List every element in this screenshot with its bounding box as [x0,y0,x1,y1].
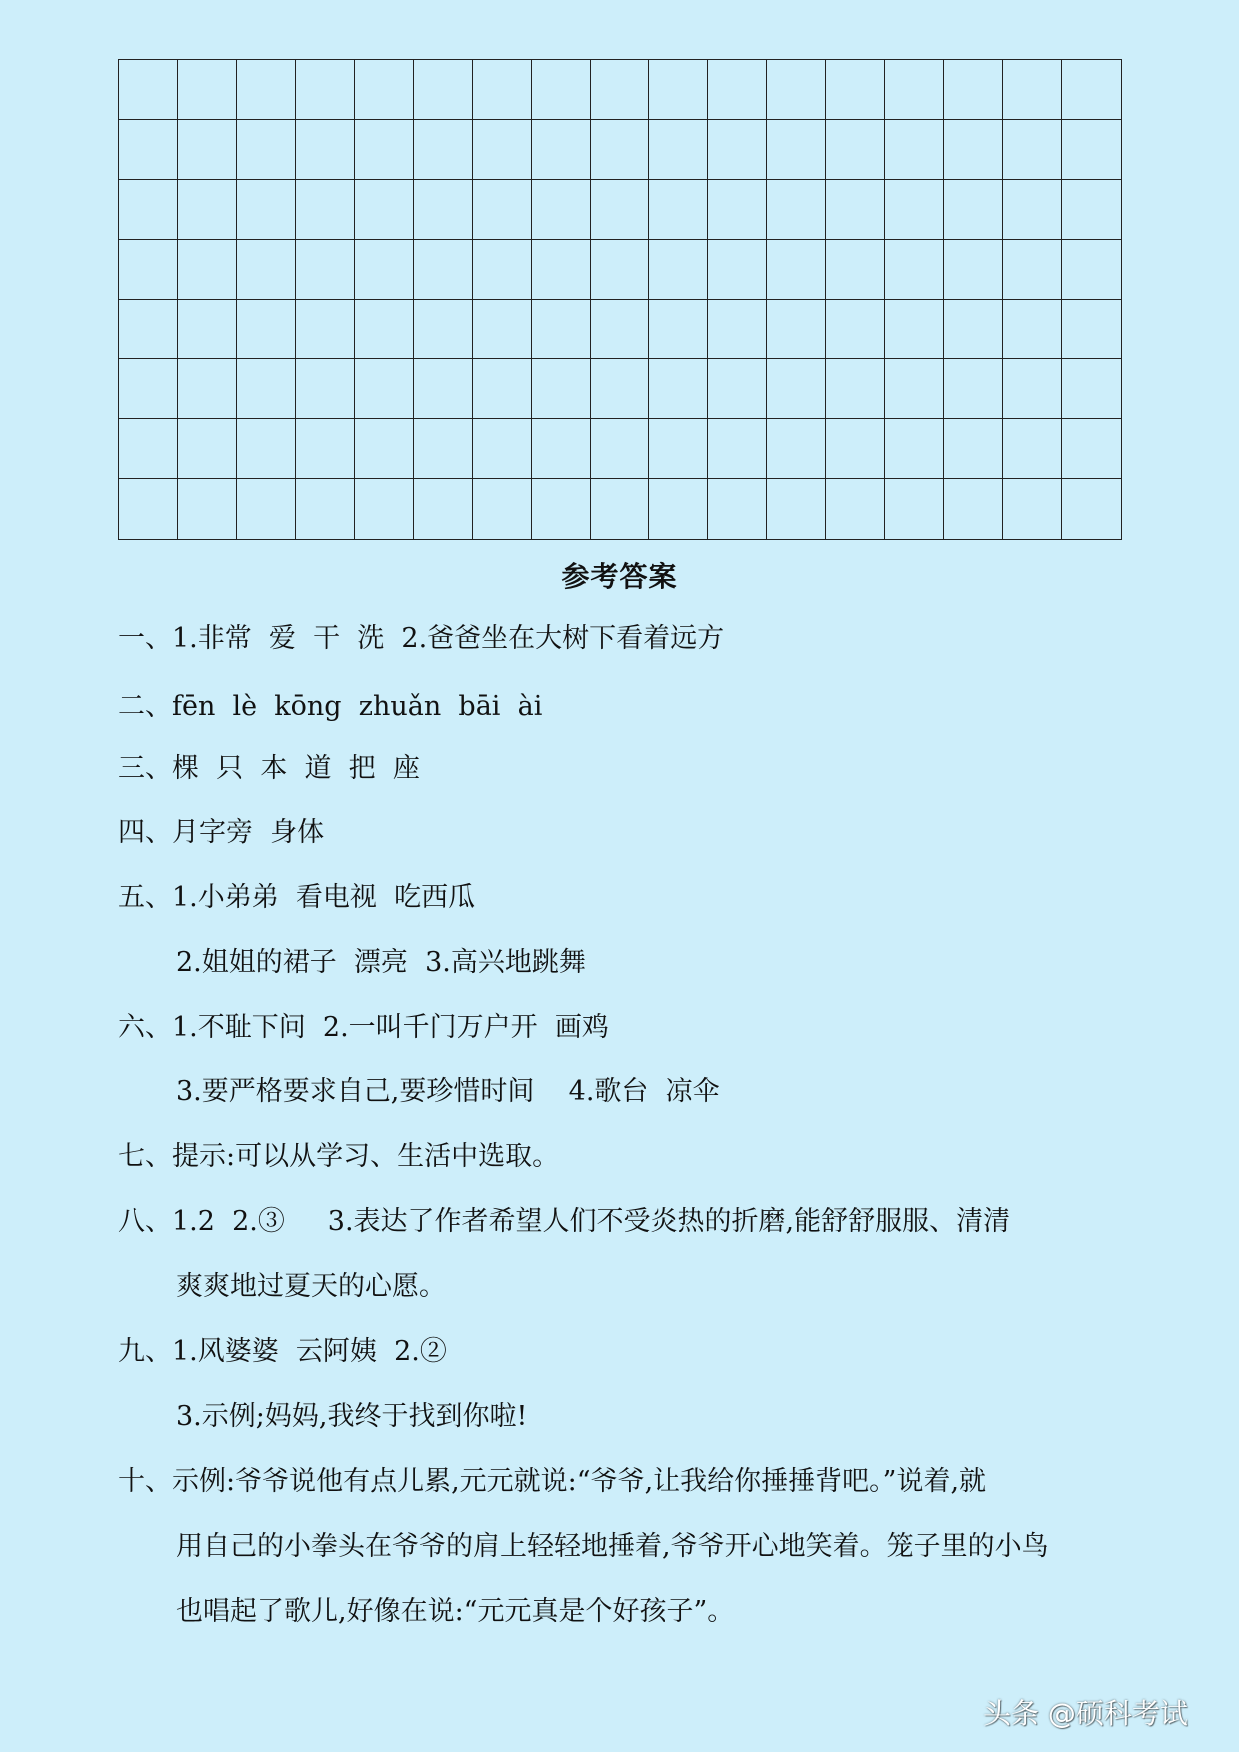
answer-line-3: 三、棵 只 本 道 把 座 [118,753,420,784]
answer-line-6: 2.姐姐的裙子 漂亮 3.高兴地跳舞 [176,947,586,978]
grid-cell [1062,479,1121,539]
grid-cell [1062,240,1121,300]
grid-cell [1003,300,1062,360]
grid-cell [355,60,414,120]
grid-cell [473,300,532,360]
grid-cell [178,180,237,240]
grid-cell [1062,359,1121,419]
grid-cell [767,300,826,360]
grid-cell [414,419,473,479]
answer-line-15: 用自己的小拳头在爷爷的肩上轻轻地捶着,爷爷开心地笑着。笼子里的小鸟 [176,1531,1049,1562]
grid-cell [591,240,650,300]
grid-cell [1003,419,1062,479]
grid-cell [178,240,237,300]
grid-cell [708,180,767,240]
answer-line-1: 一、1.非常 爱 干 洗 2.爸爸坐在大树下看着远方 [118,623,725,654]
grid-cell [237,120,296,180]
grid-cell [119,120,178,180]
grid-cell [355,359,414,419]
grid-cell [296,300,355,360]
grid-cell [237,359,296,419]
answer-line-9: 七、提示:可以从学习、生活中选取。 [118,1141,560,1172]
grid-cell [649,300,708,360]
grid-cell [237,240,296,300]
grid-cell [767,180,826,240]
grid-cell [649,120,708,180]
grid-cell [944,180,1003,240]
grid-cell [178,419,237,479]
grid-cell [119,300,178,360]
grid-cell [532,479,591,539]
grid-cell [355,180,414,240]
grid-cell [237,300,296,360]
grid-cell [532,359,591,419]
grid-cell [355,300,414,360]
grid-cell [708,359,767,419]
grid-cell [708,479,767,539]
watermark: 头条 @硕科考试 [983,1697,1188,1730]
grid-cell [944,419,1003,479]
grid-cell [885,120,944,180]
answer-line-8: 3.要严格要求自己,要珍惜时间 4.歌台 凉伞 [176,1076,720,1107]
answer-line-4: 四、月字旁 身体 [118,817,325,848]
grid-cell [355,419,414,479]
grid-cell [826,180,885,240]
grid-cell [119,240,178,300]
grid-cell [473,60,532,120]
grid-cell [355,120,414,180]
grid-cell [944,479,1003,539]
grid-cell [767,240,826,300]
grid-cell [237,479,296,539]
grid-cell [414,180,473,240]
grid-cell [296,419,355,479]
grid-cell [944,300,1003,360]
grid-cell [1003,60,1062,120]
grid-cell [767,419,826,479]
grid-cell [767,479,826,539]
grid-cell [119,479,178,539]
grid-cell [178,120,237,180]
answer-line-13: 3.示例;妈妈,我终于找到你啦! [176,1401,528,1432]
grid-cell [649,419,708,479]
grid-cell [473,180,532,240]
grid-cell [1062,120,1121,180]
grid-cell [885,419,944,479]
grid-cell [178,300,237,360]
grid-cell [414,300,473,360]
grid-cell [591,180,650,240]
grid-cell [296,479,355,539]
grid-cell [119,180,178,240]
grid-cell [591,60,650,120]
grid-cell [885,300,944,360]
grid-cell [414,120,473,180]
grid-cell [944,60,1003,120]
grid-cell [1062,60,1121,120]
grid-cell [767,60,826,120]
grid-cell [414,60,473,120]
grid-cell [649,240,708,300]
grid-cell [1062,300,1121,360]
grid-cell [119,419,178,479]
grid-cell [1062,180,1121,240]
grid-cell [885,60,944,120]
answer-line-16: 也唱起了歌儿,好像在说:“元元真是个好孩子”。 [176,1596,735,1627]
grid-cell [944,120,1003,180]
grid-cell [1003,120,1062,180]
grid-cell [1003,240,1062,300]
grid-cell [944,359,1003,419]
grid-cell [708,120,767,180]
grid-cell [944,240,1003,300]
grid-cell [708,240,767,300]
grid-cell [649,180,708,240]
answer-line-7: 六、1.不耻下问 2.一叫千门万户开 画鸡 [118,1012,609,1043]
grid-cell [1003,359,1062,419]
grid-cell [355,240,414,300]
grid-cell [826,419,885,479]
answer-line-2: 二、fēn lè kōng zhuǎn bāi ài [118,691,543,722]
writing-grid [118,59,1122,540]
grid-cell [826,300,885,360]
grid-cell [591,120,650,180]
grid-cell [296,180,355,240]
grid-cell [414,479,473,539]
grid-cell [237,180,296,240]
grid-cell [296,120,355,180]
grid-cell [708,60,767,120]
grid-cell [119,60,178,120]
grid-cell [767,120,826,180]
grid-cell [826,60,885,120]
answer-line-14: 十、示例:爷爷说他有点儿累,元元就说:“爷爷,让我给你捶捶背吧。”说着,就 [118,1466,987,1497]
grid-cell [649,359,708,419]
grid-cell [119,359,178,419]
grid-cell [178,479,237,539]
answers-title: 参考答案 [561,560,678,593]
answer-line-10: 八、1.2 2.③ 3.表达了作者希望人们不受炎热的折磨,能舒舒服服、清清 [118,1206,1011,1237]
grid-cell [473,359,532,419]
grid-cell [1003,479,1062,539]
grid-cell [355,479,414,539]
grid-cell [826,240,885,300]
grid-cell [532,60,591,120]
grid-cell [414,240,473,300]
grid-cell [532,120,591,180]
answer-line-11: 爽爽地过夏天的心愿。 [176,1271,446,1302]
grid-cell [532,180,591,240]
answer-line-12: 九、1.风婆婆 云阿姨 2.② [118,1336,447,1367]
grid-cell [708,300,767,360]
grid-cell [237,419,296,479]
grid-cell [532,300,591,360]
grid-cell [532,240,591,300]
grid-cell [473,479,532,539]
grid-cell [473,240,532,300]
grid-cell [1003,180,1062,240]
grid-cell [649,60,708,120]
grid-cell [708,419,767,479]
grid-cell [591,300,650,360]
grid-cell [885,359,944,419]
grid-cell [649,479,708,539]
grid-cell [885,180,944,240]
grid-cell [591,419,650,479]
grid-cell [473,419,532,479]
grid-cell [885,240,944,300]
grid-cell [826,479,885,539]
grid-cell [591,479,650,539]
grid-cell [767,359,826,419]
grid-cell [826,359,885,419]
grid-cell [296,359,355,419]
grid-cell [296,60,355,120]
answer-line-5: 五、1.小弟弟 看电视 吃西瓜 [118,882,476,913]
grid-cell [296,240,355,300]
grid-cell [178,60,237,120]
grid-cell [885,479,944,539]
grid-cell [532,419,591,479]
grid-cell [473,120,532,180]
grid-cell [178,359,237,419]
grid-cell [826,120,885,180]
grid-cell [591,359,650,419]
grid-cell [1062,419,1121,479]
grid-cell [414,359,473,419]
grid-cell [237,60,296,120]
